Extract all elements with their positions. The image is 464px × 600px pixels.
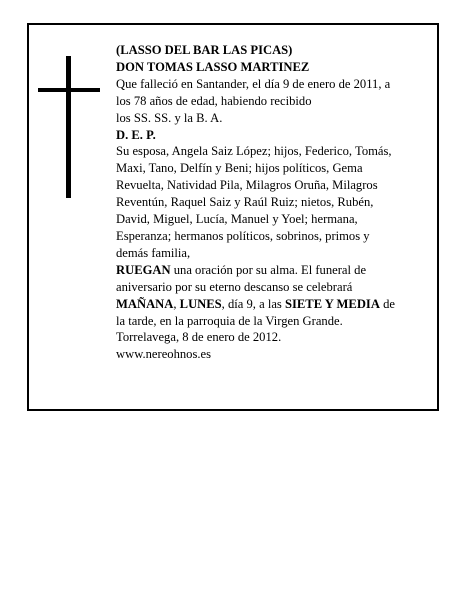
lunes-text: LUNES [179,296,222,311]
family-line-3: Revuelta, Natividad Pila, Milagros Oruña, Milagros [116,178,378,193]
cross-horizontal-bar [38,88,100,92]
ruegan-text: RUEGAN [116,262,171,277]
passing-line-2: los 78 años de edad, habiendo recibido [116,93,312,108]
dep-text: D. E. P. [116,127,156,142]
passing-line-1: Que falleció en Santander, el día 9 de enero de 2011, a [116,76,391,91]
funeral-line-2: aniversario por su eterno descanso se celebrará [116,279,353,294]
de-la-text: de [379,296,395,311]
comma-1: , [173,296,180,311]
funeral-line-3 [116,296,434,313]
notice-text [116,42,434,363]
family-line-7: demás familia, [116,245,191,260]
website: www.nereohnos.es [116,347,212,362]
deceased-name: DON TOMAS LASSO MARTINEZ [116,59,310,74]
cross-vertical-bar [66,56,71,198]
passing-line-3: los SS. SS. y la B. A. [116,110,223,125]
manana-text: MAÑANA [116,296,174,311]
family-line-5: David, Miguel, Lucía, Manuel y Yoel; hermana, [116,212,358,227]
hora-text: SIETE Y MEDIA [284,296,380,311]
family-line-6: Esperanza; hermanos políticos, sobrinos, primos y [116,228,370,243]
family-line-4: Reventún, Raquel Saiz y Raúl Ruiz; nietos, Rubén, [116,195,374,210]
funeral-line-4: la tarde, en la parroquia de la Virgen Grande. [116,313,343,328]
obituary-notice [27,23,439,411]
family-line-2: Maxi, Tano, Delfín y Beni; hijos políticos, Gema [116,161,363,176]
family-line-1: Su esposa, Angela Saiz López; hijos, Federico, Tomás, [116,144,392,159]
cross-icon [38,56,102,198]
funeral-line-1 [116,262,434,279]
mid-text: , día 9, a las [221,296,285,311]
family-nickname: (LASSO DEL BAR LAS PICAS) [116,43,293,57]
place-date: Torrelavega, 8 de enero de 2012. [116,330,282,345]
ruegan-rest: una oración por su alma. El funeral de [170,262,367,277]
